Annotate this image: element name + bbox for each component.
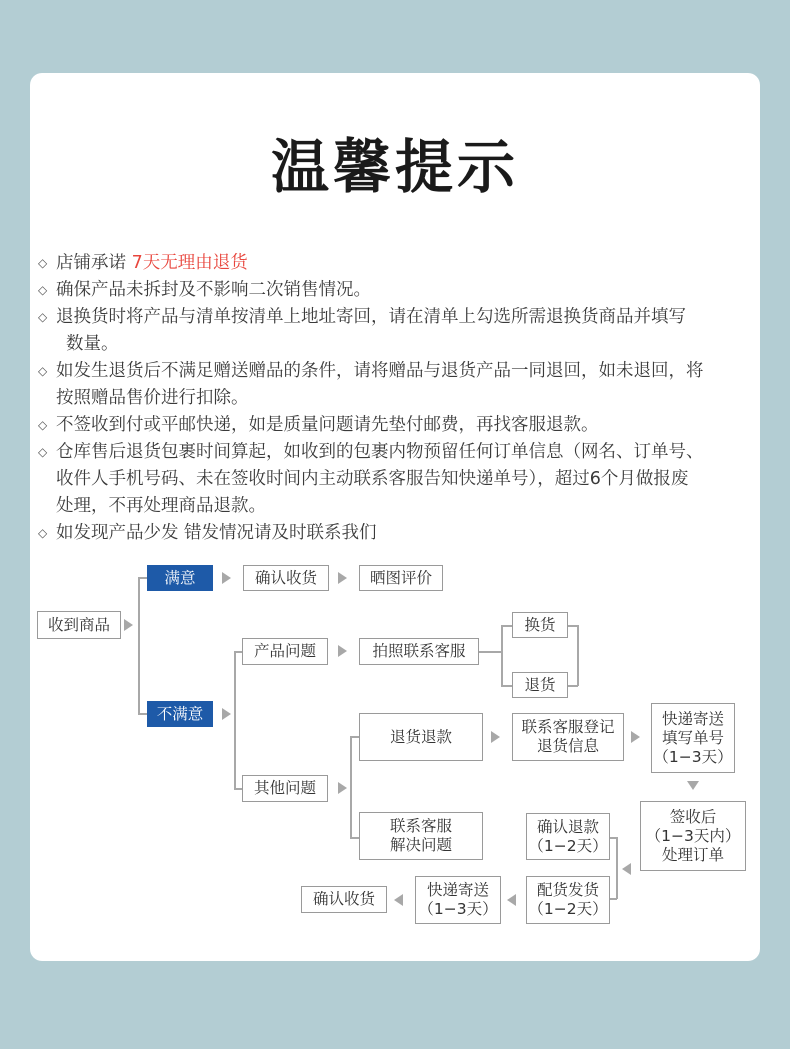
- list-item: ◇ 店铺承诺 7天无理由退货: [38, 250, 750, 277]
- contact-cs-node: 联系客服 解决问题: [359, 812, 483, 860]
- satisfied-node: 满意: [147, 565, 213, 591]
- connector-line: [577, 625, 579, 686]
- product-issue-node: 产品问题: [242, 638, 328, 665]
- photo-contact-node: 拍照联系客服: [359, 638, 479, 665]
- arrow-down-icon: [687, 781, 699, 790]
- sign-receipt-node: 签收后 （1−3天内） 处理订单: [640, 801, 746, 871]
- arrow-right-icon: [631, 731, 640, 743]
- arrow-right-icon: [222, 572, 231, 584]
- diamond-bullet-icon: ◇: [38, 526, 48, 540]
- list-item: ◇ 确保产品未拆封及不影响二次销售情况。: [38, 277, 750, 304]
- express-send-node: 快递寄送 填写单号 （1−3天）: [651, 703, 735, 773]
- connector-line: [350, 736, 352, 838]
- confirm-receipt-node: 确认收货: [243, 565, 329, 591]
- other-issue-node: 其他问题: [242, 775, 328, 802]
- list-item: ◇ 退换货时将产品与清单按清单上地址寄回，请在清单上勾选所需退换货商品并填写 数量。: [38, 304, 750, 358]
- ship-node: 配货发货 （1−2天）: [526, 876, 610, 924]
- arrow-right-icon: [124, 619, 133, 631]
- list-item: ◇ 不签收到付或平邮快递，如是质量问题请先垫付邮费，再找客服退款。: [38, 412, 750, 439]
- confirm-refund-node: 确认退款 （1−2天）: [526, 813, 610, 860]
- diamond-bullet-icon: ◇: [38, 310, 48, 324]
- diamond-bullet-icon: ◇: [38, 445, 48, 459]
- unsatisfied-node: 不满意: [147, 701, 213, 727]
- arrow-right-icon: [222, 708, 231, 720]
- arrow-right-icon: [491, 731, 500, 743]
- arrow-right-icon: [338, 572, 347, 584]
- list-item: ◇ 仓库售后退货包裹时间算起，如收到的包裹内物预留任何订单信息（网名、订单号、 收件人手机号码、未在签收时间内主动联系客服告知快递单号），超过6个月做报废 处理，不再处理商品退款。: [38, 439, 750, 520]
- arrow-right-icon: [338, 782, 347, 794]
- return-node: 退货: [512, 672, 568, 698]
- diamond-bullet-icon: ◇: [38, 364, 48, 378]
- post-review-node: 晒图评价: [359, 565, 443, 591]
- cs-register-node: 联系客服登记 退货信息: [512, 713, 624, 761]
- diamond-bullet-icon: ◇: [38, 418, 48, 432]
- final-confirm-node: 确认收货: [301, 886, 387, 913]
- diamond-bullet-icon: ◇: [38, 256, 48, 270]
- connector-line: [616, 837, 618, 899]
- list-item: ◇ 如发现产品少发 错发情况请及时联系我们: [38, 520, 750, 547]
- connector-line: [234, 651, 236, 789]
- deliver-node: 快递寄送 （1−3天）: [415, 876, 501, 924]
- list-item: ◇ 如发生退货后不满足赠送赠品的条件，请将赠品与退货产品一同退回，如未退回，将 按照赠品售价进行扣除。: [38, 358, 750, 412]
- notes-list: [38, 250, 750, 547]
- connector-line: [501, 625, 503, 686]
- arrow-left-icon: [507, 894, 516, 906]
- arrow-left-icon: [622, 863, 631, 875]
- connector-line: [479, 651, 501, 653]
- page-title: 温馨提示: [270, 133, 519, 201]
- connector-line: [138, 577, 140, 714]
- received-node: 收到商品: [37, 611, 121, 639]
- exchange-node: 换货: [512, 612, 568, 638]
- arrow-right-icon: [338, 645, 347, 657]
- diamond-bullet-icon: ◇: [38, 283, 48, 297]
- return-refund-node: 退货退款: [359, 713, 483, 761]
- arrow-left-icon: [394, 894, 403, 906]
